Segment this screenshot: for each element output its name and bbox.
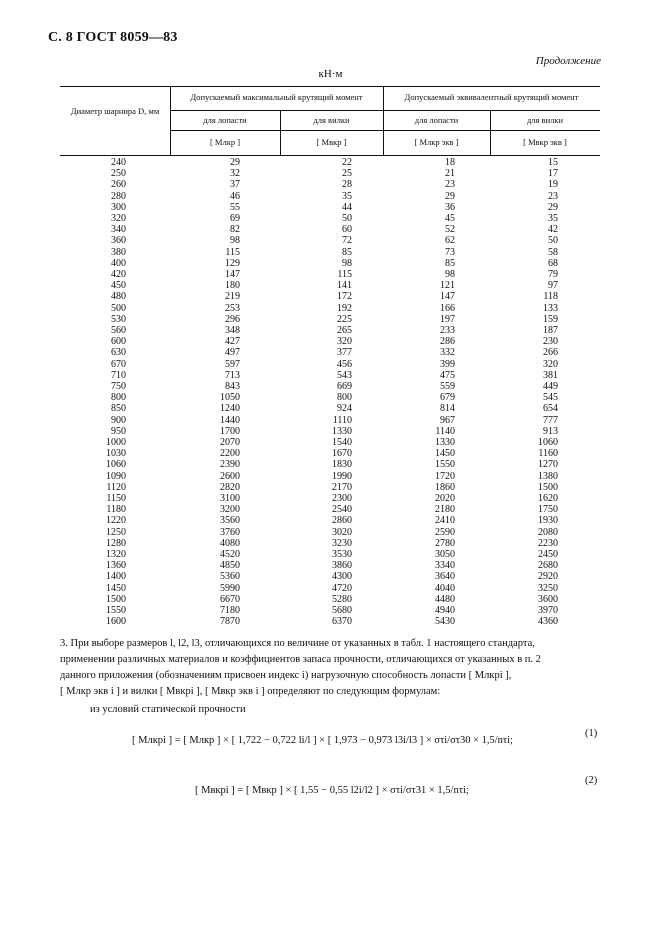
table-cell: 225: [337, 313, 352, 325]
table-cell: 713: [225, 369, 240, 381]
table-cell: 600: [111, 336, 126, 348]
table-cell: 55: [230, 201, 240, 213]
table-cell: 1050: [220, 392, 240, 404]
table-cell: 296: [225, 313, 240, 325]
table-row: [60, 448, 600, 459]
table-cell: 4720: [332, 582, 352, 594]
paragraph-line-2: применении различных материалов и коэффициентов запаса прочности, отличающихся от указанных в п. 2: [60, 654, 541, 665]
table-row: [60, 303, 600, 314]
table-cell: 814: [440, 403, 455, 415]
table-cell: 399: [440, 358, 455, 370]
unit-label: кН·м: [318, 68, 343, 80]
table-cell: 654: [543, 403, 558, 415]
table-cell: 230: [543, 336, 558, 348]
table-cell: 1140: [435, 425, 455, 437]
table-cell: 320: [337, 336, 352, 348]
table-cell: 265: [337, 325, 352, 336]
table-cell: 219: [225, 291, 240, 303]
table-cell: 115: [225, 246, 240, 258]
table-row: [60, 504, 600, 515]
formula-2-number: (2): [585, 775, 598, 786]
table-cell: 377: [337, 347, 352, 359]
table-cell: 475: [440, 369, 455, 381]
table-row: [60, 471, 600, 482]
formula-1-number: (1): [585, 728, 598, 739]
table-cell: 28: [342, 179, 352, 191]
table-cell: 5360: [220, 571, 240, 583]
table-cell: 1930: [538, 515, 558, 527]
table-cell: 5990: [220, 582, 240, 594]
table-cell: 73: [445, 246, 455, 258]
table-row: [60, 370, 600, 381]
table-cell: 1600: [106, 616, 126, 628]
symbol-2: [ Mвкр ]: [316, 137, 347, 147]
table-row: [60, 191, 600, 202]
table-cell: 950: [111, 425, 126, 437]
table-cell: 300: [111, 201, 126, 213]
table-row: [60, 213, 600, 224]
table-cell: 1180: [106, 504, 126, 516]
table-cell: 60: [342, 224, 352, 236]
table-cell: 25: [342, 168, 352, 180]
table-cell: 1360: [106, 560, 126, 572]
table-cell: 6670: [220, 593, 240, 605]
table-cell: 2080: [538, 526, 558, 538]
table-cell: 2540: [332, 504, 352, 516]
table-cell: 340: [111, 224, 126, 236]
table-cell: 3640: [435, 571, 455, 583]
table-row: [60, 336, 600, 347]
table-cell: 18: [445, 157, 455, 168]
table-row: [60, 616, 600, 627]
table-cell: 4040: [435, 582, 455, 594]
table-row: [60, 583, 600, 594]
table-cell: 79: [548, 269, 558, 280]
table-cell: 1330: [332, 425, 352, 437]
table-cell: 850: [111, 403, 126, 415]
table-cell: 924: [337, 403, 352, 415]
table-cell: 332: [440, 347, 455, 359]
table-row: [60, 527, 600, 538]
table-cell: 1160: [538, 448, 558, 460]
table-cell: 450: [111, 280, 126, 292]
group-equiv-header: Допускаемый эквивалентный крутящий момент: [404, 92, 579, 102]
table-cell: 777: [543, 414, 558, 426]
sub-blade-header-2: для лопасти: [414, 115, 459, 125]
table-cell: 1380: [538, 470, 558, 482]
table-row: [60, 359, 600, 370]
table-cell: 50: [548, 235, 558, 247]
table-cell: 2200: [220, 448, 240, 460]
table-cell: 449: [543, 381, 558, 392]
table-cell: 7180: [220, 605, 240, 616]
table-cell: 1000: [106, 437, 126, 448]
table-row: [60, 269, 600, 280]
table-cell: 2860: [332, 515, 352, 527]
table-cell: 2600: [220, 470, 240, 482]
table-cell: 3560: [220, 515, 240, 527]
table-row: [60, 392, 600, 403]
table-cell: 121: [440, 280, 455, 292]
table-cell: 250: [111, 168, 126, 180]
table-cell: 240: [111, 157, 126, 168]
table-cell: 1120: [106, 481, 126, 493]
table-row: [60, 258, 600, 269]
table-cell: 85: [342, 246, 352, 258]
table-cell: 29: [445, 190, 455, 202]
table-cell: 29: [548, 201, 558, 213]
table-cell: 1280: [106, 537, 126, 549]
table-cell: 23: [445, 179, 455, 191]
table-cell: 2680: [538, 560, 558, 572]
table-cell: 147: [440, 291, 455, 303]
table-cell: 5280: [332, 593, 352, 605]
table-row: [60, 415, 600, 426]
table-cell: 380: [111, 246, 126, 258]
table-cell: 52: [445, 224, 455, 236]
table-cell: 1240: [220, 403, 240, 415]
table-cell: 68: [548, 257, 558, 269]
table-cell: 843: [225, 381, 240, 392]
table-cell: 42: [548, 224, 558, 236]
table-cell: 166: [440, 302, 455, 314]
table-row: [60, 549, 600, 560]
table-cell: 2780: [435, 537, 455, 549]
table-cell: 1550: [435, 459, 455, 471]
col-diameter-header: Диаметр шарнира D, мм: [70, 106, 160, 116]
table-cell: 23: [548, 190, 558, 202]
table-cell: 233: [440, 325, 455, 336]
table-cell: 45: [445, 213, 455, 224]
table-cell: 669: [337, 381, 352, 392]
table-cell: 1150: [106, 493, 126, 504]
table-cell: 2410: [435, 515, 455, 527]
table-row: [60, 403, 600, 414]
table-cell: 4080: [220, 537, 240, 549]
table-cell: 670: [111, 358, 126, 370]
table-cell: 2590: [435, 526, 455, 538]
table-cell: 1440: [220, 414, 240, 426]
table-cell: 1450: [435, 448, 455, 460]
table-cell: 4850: [220, 560, 240, 572]
table-row: [60, 459, 600, 470]
formula-1: [ Mлкрi ] = [ Mлкр ] × [ 1,722 − 0,722 li/l ] × [ 1,973 − 0,973 l3i/l3 ] × στi/στ30 × 1,5/nτi;: [132, 735, 513, 746]
table-cell: 172: [337, 291, 352, 303]
table-cell: 280: [111, 190, 126, 202]
table-cell: 1550: [106, 605, 126, 616]
table-row: [60, 235, 600, 246]
table-row: [60, 515, 600, 526]
table-cell: 2450: [538, 549, 558, 560]
table-cell: 3050: [435, 549, 455, 560]
table-cell: 22: [342, 157, 352, 168]
table-cell: 427: [225, 336, 240, 348]
table-cell: 1620: [538, 493, 558, 504]
table-cell: 4940: [435, 605, 455, 616]
paragraph-line-3: данного приложения (обозначениям присвоен индекс i) нагрузочную способность лопасти [ Mлкрi ],: [60, 670, 512, 681]
table-row: [60, 347, 600, 358]
table-cell: 1220: [106, 515, 126, 527]
table-cell: 5680: [332, 605, 352, 616]
table-cell: 2230: [538, 537, 558, 549]
table-cell: 1720: [435, 470, 455, 482]
table-cell: 2820: [220, 481, 240, 493]
table-cell: 500: [111, 302, 126, 314]
table-cell: 1670: [332, 448, 352, 460]
table-cell: 253: [225, 302, 240, 314]
table-cell: 2020: [435, 493, 455, 504]
table-cell: 15: [548, 157, 558, 168]
table-row: [60, 291, 600, 302]
table-cell: 97: [548, 280, 558, 292]
symbol-1: [ Mлкр ]: [209, 137, 241, 147]
table-row: [60, 594, 600, 605]
table-cell: 1060: [538, 437, 558, 448]
table-cell: 286: [440, 336, 455, 348]
table-row: [60, 247, 600, 258]
table-cell: 187: [543, 325, 558, 336]
page-header: С. 8 ГОСТ 8059—83: [48, 30, 178, 45]
group-max-header: Допускаемый максимальный крутящий момент: [190, 92, 363, 102]
table-row: [60, 571, 600, 582]
table-cell: 420: [111, 269, 126, 280]
table-row: [60, 482, 600, 493]
table-cell: 35: [342, 190, 352, 202]
table-cell: 69: [230, 213, 240, 224]
table-cell: 800: [111, 392, 126, 404]
table-cell: 348: [225, 325, 240, 336]
table-cell: 4480: [435, 593, 455, 605]
table-cell: 118: [543, 291, 558, 303]
table-cell: 800: [337, 392, 352, 404]
table-cell: 4520: [220, 549, 240, 560]
table-cell: 36: [445, 201, 455, 213]
table-cell: 2920: [538, 571, 558, 583]
table-cell: 4360: [538, 616, 558, 628]
table-cell: 260: [111, 179, 126, 191]
table-cell: 2170: [332, 481, 352, 493]
continuation-label: Продолжение: [535, 55, 601, 67]
table-cell: 967: [440, 414, 455, 426]
table-cell: 19: [548, 179, 558, 191]
table-cell: 900: [111, 414, 126, 426]
table-cell: 543: [337, 369, 352, 381]
table-cell: 1400: [106, 571, 126, 583]
table-cell: 141: [337, 280, 352, 292]
table-cell: 710: [111, 369, 126, 381]
symbol-4: [ Mвкр экв ]: [523, 137, 567, 147]
table-cell: 29: [230, 157, 240, 168]
table-row: [60, 605, 600, 616]
table-cell: 192: [337, 302, 352, 314]
table-cell: 3200: [220, 504, 240, 516]
table-cell: 3020: [332, 526, 352, 538]
table-cell: 530: [111, 313, 126, 325]
table-cell: 129: [225, 257, 240, 269]
static-condition: из условий статической прочности: [90, 704, 246, 715]
table-cell: 1060: [106, 459, 126, 471]
table-cell: 560: [111, 325, 126, 336]
table-row: [60, 426, 600, 437]
table-row: [60, 168, 600, 179]
table-cell: 3860: [332, 560, 352, 572]
table-cell: 58: [548, 246, 558, 258]
table-cell: 72: [342, 235, 352, 247]
table-cell: 1250: [106, 526, 126, 538]
table-cell: 1270: [538, 459, 558, 471]
table-cell: 1830: [332, 459, 352, 471]
table-cell: 1110: [332, 414, 352, 426]
table-cell: 320: [543, 358, 558, 370]
table-cell: 1750: [538, 504, 558, 516]
table-cell: 7870: [220, 616, 240, 628]
sub-fork-header-2: для вилки: [526, 115, 564, 125]
table-cell: 1030: [106, 448, 126, 460]
table-cell: 3970: [538, 605, 558, 616]
table-cell: 159: [543, 313, 558, 325]
table-row: [60, 224, 600, 235]
table-cell: 4300: [332, 571, 352, 583]
table-cell: 1320: [106, 549, 126, 560]
table-cell: 2070: [220, 437, 240, 448]
table-cell: 3760: [220, 526, 240, 538]
table-row: [60, 202, 600, 213]
symbol-3: [ Mлкр экв ]: [414, 137, 459, 147]
table-cell: 1500: [538, 481, 558, 493]
table-cell: 62: [445, 235, 455, 247]
table-row: [60, 538, 600, 549]
table-cell: 913: [543, 425, 558, 437]
table-row: [60, 325, 600, 336]
table-cell: 545: [543, 392, 558, 404]
table-cell: 320: [111, 213, 126, 224]
table-cell: 630: [111, 347, 126, 359]
table-cell: 21: [445, 168, 455, 180]
table-cell: 3530: [332, 549, 352, 560]
table-cell: 360: [111, 235, 126, 247]
table-cell: 180: [225, 280, 240, 292]
table-cell: 559: [440, 381, 455, 392]
table-cell: 98: [445, 269, 455, 280]
table-cell: 147: [225, 269, 240, 280]
formula-2: [ Mвкрi ] = [ Mвкр ] × [ 1,55 − 0,55 l2i/l2 ] × στi/στ31 × 1,5/nτi;: [195, 785, 469, 796]
table-cell: 381: [543, 369, 558, 381]
table-cell: 3340: [435, 560, 455, 572]
table-row: [60, 381, 600, 392]
table-cell: 98: [342, 257, 352, 269]
sub-fork-header-1: для вилки: [313, 115, 350, 125]
table-cell: 3230: [332, 537, 352, 549]
table-row: [60, 493, 600, 504]
table-cell: 3250: [538, 582, 558, 594]
table-cell: 133: [543, 302, 558, 314]
table-row: [60, 437, 600, 448]
table-cell: 1540: [332, 437, 352, 448]
table-cell: 82: [230, 224, 240, 236]
table-cell: 1450: [106, 582, 126, 594]
table-cell: 98: [230, 235, 240, 247]
table-cell: 46: [230, 190, 240, 202]
table-cell: 37: [230, 179, 240, 191]
table-cell: 1090: [106, 470, 126, 482]
table-cell: 2180: [435, 504, 455, 516]
table-cell: 1500: [106, 593, 126, 605]
table-cell: 17: [548, 168, 558, 180]
table-cell: 597: [225, 358, 240, 370]
table-cell: 1860: [435, 481, 455, 493]
table-cell: 32: [230, 168, 240, 180]
table-cell: 480: [111, 291, 126, 303]
table-header: [60, 86, 600, 156]
table-cell: 85: [445, 257, 455, 269]
table-cell: 2300: [332, 493, 352, 504]
table-cell: 1990: [332, 470, 352, 482]
table-row: [60, 314, 600, 325]
table-cell: 5430: [435, 616, 455, 628]
table-cell: 50: [342, 213, 352, 224]
table-cell: 266: [543, 347, 558, 359]
paragraph-3: [60, 636, 600, 700]
table-cell: 197: [440, 313, 455, 325]
table-row: [60, 179, 600, 190]
table-cell: 1330: [435, 437, 455, 448]
table-row: [60, 560, 600, 571]
table-cell: 497: [225, 347, 240, 359]
table-cell: 456: [337, 358, 352, 370]
table-row: [60, 157, 600, 168]
table-cell: 400: [111, 257, 126, 269]
table-cell: 115: [337, 269, 352, 280]
sub-blade-header-1: для лопасти: [203, 115, 247, 125]
table-cell: 2390: [220, 459, 240, 471]
table-cell: 6370: [332, 616, 352, 628]
table-cell: 3100: [220, 493, 240, 504]
paragraph-line-4: [ Mлкр экв i ] и вилки [ Mвкрi ], [ Mвкр экв i ] определяют по следующим формулам:: [60, 686, 441, 697]
table-cell: 44: [342, 201, 352, 213]
table-cell: 35: [548, 213, 558, 224]
table-cell: 3600: [538, 593, 558, 605]
table-cell: 750: [111, 381, 126, 392]
table-cell: 1700: [220, 425, 240, 437]
table-cell: 679: [440, 392, 455, 404]
paragraph-line-1: 3. При выборе размеров l, l2, l3, отличающихся по величине от указанных в табл. 1 настоящего стандарта,: [60, 638, 535, 649]
table-row: [60, 280, 600, 291]
